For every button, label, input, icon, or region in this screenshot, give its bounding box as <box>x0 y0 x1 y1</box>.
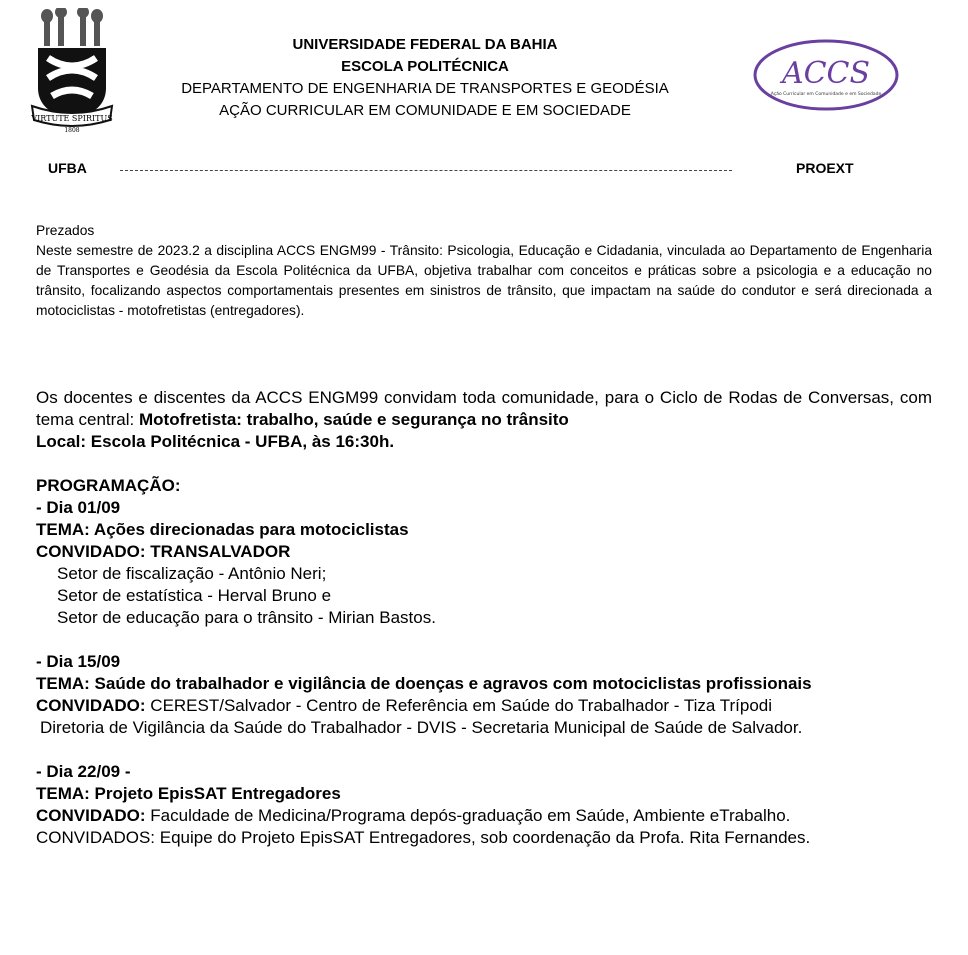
day2-guest-text: CEREST/Salvador - Centro de Referência em Saúde do Trabalhador - Tiza Trípodi <box>145 696 773 715</box>
proext-label: PROEXT <box>796 160 854 176</box>
greeting: Prezados <box>36 223 95 238</box>
invite-text: Os docentes e discentes da ACCS ENGM99 convidam toda comunidade, para o Ciclo de Rodas de Conversas, com tema central: <box>36 388 932 429</box>
day2-date: - Dia 15/09 <box>36 652 121 671</box>
day3-guest-label: CONVIDADO: <box>36 806 146 825</box>
svg-text:VIRTUTE SPIRITUS: VIRTUTE SPIRITUS <box>31 114 113 123</box>
department-name: DEPARTAMENTO DE ENGENHARIA DE TRANSPORTES E GEODÉSIA <box>181 80 669 97</box>
day3-guest-line2: CONVIDADOS: Equipe do Projeto EpisSAT Entregadores, sob coordenação da Profa. Rita Fernandes. <box>36 828 811 847</box>
central-theme: Motofretista: trabalho, saúde e segurança no trânsito <box>139 410 569 429</box>
day1-item: Setor de estatística - Herval Bruno e <box>57 586 332 605</box>
svg-text:Ação Curricular em Comunidade: Ação Curricular em Comunidade e em Sociedade <box>770 92 882 97</box>
invitation-body <box>36 387 932 849</box>
day2-theme: TEMA: Saúde do trabalhador e vigilância de doenças e agravos com motociclistas profissionais <box>36 674 812 693</box>
day3-theme: TEMA: Projeto EpisSAT Entregadores <box>36 784 341 803</box>
letterhead <box>0 0 968 150</box>
day3-guest <box>36 805 932 827</box>
ufba-label: UFBA <box>48 160 87 176</box>
institution-heading <box>140 34 710 122</box>
day2-guest-line2: Diretoria de Vigilância da Saúde do Trabalhador - DVIS - Secretaria Municipal de Saúde de Salvador. <box>40 718 803 737</box>
program-heading: PROGRAMAÇÃO: <box>36 476 181 495</box>
accs-logo <box>752 38 900 112</box>
header-separator <box>0 160 968 184</box>
day3-date: - Dia 22/09 - <box>36 762 131 781</box>
day1-item: Setor de educação para o trânsito - Mirian Bastos. <box>57 608 436 627</box>
dashed-divider <box>120 170 732 171</box>
day2-guest-label: CONVIDADO: <box>36 696 146 715</box>
event-location: Local: Escola Politécnica - UFBA, às 16:30h. <box>36 432 395 451</box>
day3-guest-text: Faculdade de Medicina/Programa depós-graduação em Saúde, Ambiente eTrabalho. <box>145 806 791 825</box>
intro-section <box>36 221 932 321</box>
ufba-crest-logo <box>30 8 114 136</box>
day1-guest: CONVIDADO: TRANSALVADOR <box>36 542 291 561</box>
invite-paragraph <box>36 387 932 431</box>
school-name: ESCOLA POLITÉCNICA <box>341 58 509 75</box>
day2-guest <box>36 695 932 717</box>
day1-item: Setor de fiscalização - Antônio Neri; <box>57 564 327 583</box>
svg-text:1808: 1808 <box>64 127 80 134</box>
program-name: AÇÃO CURRICULAR EM COMUNIDADE E EM SOCIEDADE <box>219 102 631 119</box>
intro-paragraph: Neste semestre de 2023.2 a disciplina ACCS ENGM99 - Trânsito: Psicologia, Educação e Cidadania, vinculada ao Departamento de Engenharia de Transportes e Geodésia da Escola Politécnica da UFBA, objetiva trabalhar com conceitos e práticas sobre a psicologia e a educação no trânsito, focalizando aspectos comportamentais presentes em sinistros de trânsito, que impactam na saúde do condutor e será direcionada a motociclistas - motofretistas (entregadores). <box>36 243 932 318</box>
day1-theme: TEMA: Ações direcionadas para motociclistas <box>36 520 409 539</box>
day1-date: - Dia 01/09 <box>36 498 121 517</box>
svg-text:ACCS: ACCS <box>781 56 871 91</box>
university-name: UNIVERSIDADE FEDERAL DA BAHIA <box>292 36 558 53</box>
